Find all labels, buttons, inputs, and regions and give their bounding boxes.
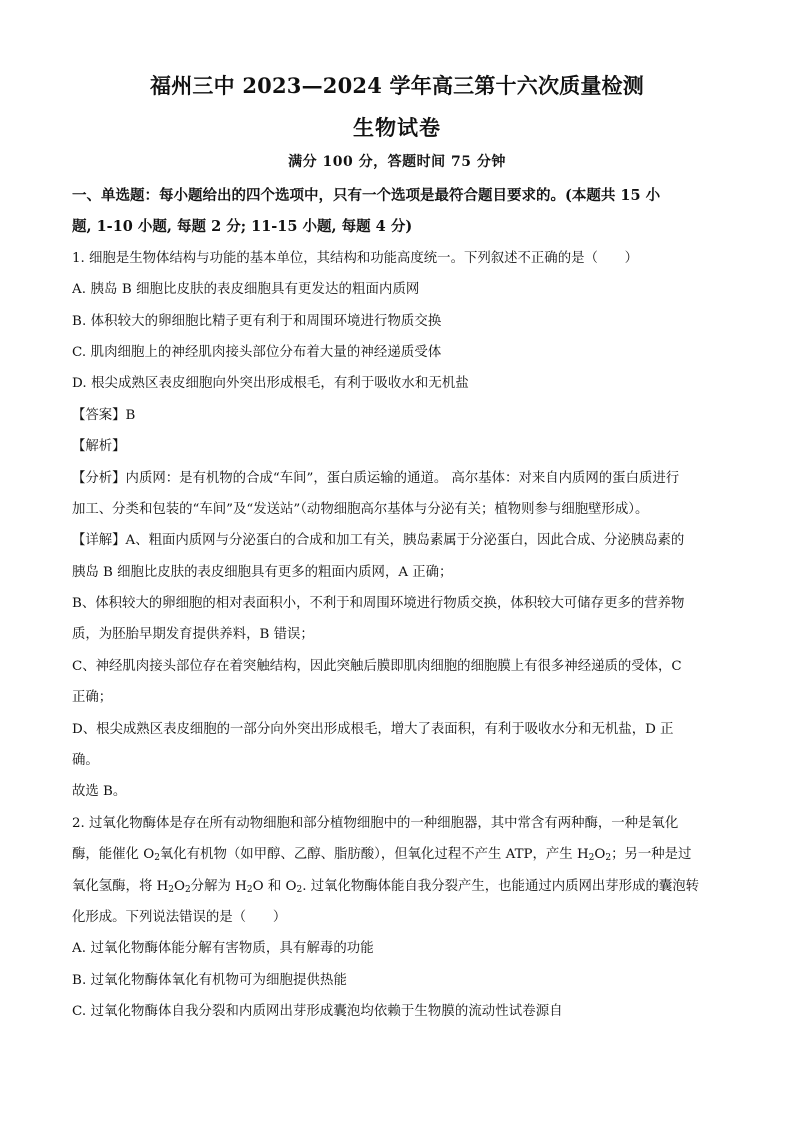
analysis-line: B、体积较大的卵细胞的相对表面积小，不利于和周围环境进行物质交换，体积较大可储存更多的营养物 xyxy=(72,596,685,612)
subject-title: 生物试卷 xyxy=(353,115,441,140)
analysis-line: 加工、分类和包装的“车间”及“发送站”（动物细胞高尔基体与分泌有关；植物则参与细胞壁形成）。 xyxy=(72,501,649,517)
q2-text: ；另一种是过 xyxy=(611,847,692,863)
q2-sub: 2 xyxy=(168,884,175,895)
q2-text: 酶，能催化 O xyxy=(72,847,155,863)
analysis-line: 正确； xyxy=(72,690,113,706)
question-1-option-a: A. 胰岛 B 细胞比皮肤的表皮细胞具有更发达的粗面内质网 xyxy=(72,282,420,298)
question-2-stem-line xyxy=(72,839,722,870)
analysis-line: 故选 B。 xyxy=(72,784,127,800)
section-instruction-line: 一、单选题：每小题给出的四个选项中，只有一个选项是最符合题目要求的。(本题共 15 小 xyxy=(72,187,661,204)
question-1-analysis-label: 【解析】 xyxy=(72,439,126,455)
question-1-option-b: B. 体积较大的卵细胞比精子更有利于和周围环境进行物质交换 xyxy=(72,313,442,329)
analysis-line: 胰岛 B 细胞比皮肤的表皮细胞具有更多的粗面内质网，A 正确； xyxy=(72,564,453,580)
question-1-stem: 1. 细胞是生物体结构与功能的基本单位，其结构和功能高度统一。下列叙述不正确的是（ ） xyxy=(72,250,639,266)
q2-sub: 2 xyxy=(588,853,595,864)
analysis-line: D、根尖成熟区表皮细胞的一部分向外突出形成根毛，增大了表面积，有利于吸收水分和无机盐，D 正 xyxy=(72,721,674,737)
q2-text: 分解为 H xyxy=(190,878,247,894)
q2-text: 氧化有机物（如甲醇、乙醇、脂肪酸），但氧化过程不产生 ATP，产生 H xyxy=(159,847,589,863)
question-2-option-a: A. 过氧化物酶体能分解有害物质，具有解毒的功能 xyxy=(72,941,374,957)
q2-sub: 2 xyxy=(296,884,303,895)
question-2-stem-line: 化形成。下列说法错误的是（ ） xyxy=(72,909,287,925)
exam-meta: 满分 100 分，答题时间 75 分钟 xyxy=(288,154,506,170)
analysis-line: 【详解】A、粗面内质网与分泌蛋白的合成和加工有关，胰岛素属于分泌蛋白，因此合成、分泌胰岛素的 xyxy=(72,533,685,549)
q2-text: O xyxy=(594,847,606,863)
q2-sub: 2 xyxy=(185,884,191,895)
question-1-option-c: C. 肌肉细胞上的神经肌肉接头部位分布着大量的神经递质受体 xyxy=(72,344,442,360)
question-2-stem-line: 2. 过氧化物酶体是存在所有动物细胞和部分植物细胞中的一种细胞器，其中常含有两种酶，一种是氧化 xyxy=(72,815,679,831)
question-2-option-c: C. 过氧化物酶体自我分裂和内质网出芽形成囊泡均依赖于生物膜的流动性试卷源自 xyxy=(72,1004,563,1020)
q2-text: 氧化氢酶，将 H xyxy=(72,878,169,894)
question-1-answer: 【答案】B xyxy=(72,407,136,423)
question-1-option-d: D. 根尖成熟区表皮细胞向外突出形成根毛，有利于吸收水和无机盐 xyxy=(72,376,469,392)
q2-sub: 2 xyxy=(605,853,612,864)
q2-sub: 2 xyxy=(154,853,160,864)
q2-text: O xyxy=(174,878,185,894)
analysis-line: C、神经肌肉接头部位存在着突触结构，因此突触后膜即肌肉细胞的细胞膜上有很多神经递质的受体，C xyxy=(72,658,682,674)
question-2-option-b: B. 过氧化物酶体氧化有机物可为细胞提供热能 xyxy=(72,972,347,988)
exam-content xyxy=(72,180,722,1028)
analysis-line: 确。 xyxy=(72,753,99,769)
exam-title: 福州三中 2023—2024 学年高三第十六次质量检测 xyxy=(150,73,644,98)
q2-text: O 和 O xyxy=(252,878,297,894)
question-2-stem-line xyxy=(72,871,722,902)
analysis-line: 【分析】内质网：是有机物的合成“车间”，蛋白质运输的通道。 高尔基体：对来自内质网的蛋白质进行 xyxy=(72,470,680,486)
section-instruction-line: 题, 1-10 小题, 每题 2 分; 11-15 小题, 每题 4 分) xyxy=(72,218,413,236)
analysis-line: 质，为胚胎早期发育提供养料，B 错误； xyxy=(72,627,314,643)
q2-sub: 2 xyxy=(246,884,253,895)
q2-text: . 过氧化物酶体能自我分裂产生，也能通过内质网出芽形成的囊泡转 xyxy=(302,878,700,894)
